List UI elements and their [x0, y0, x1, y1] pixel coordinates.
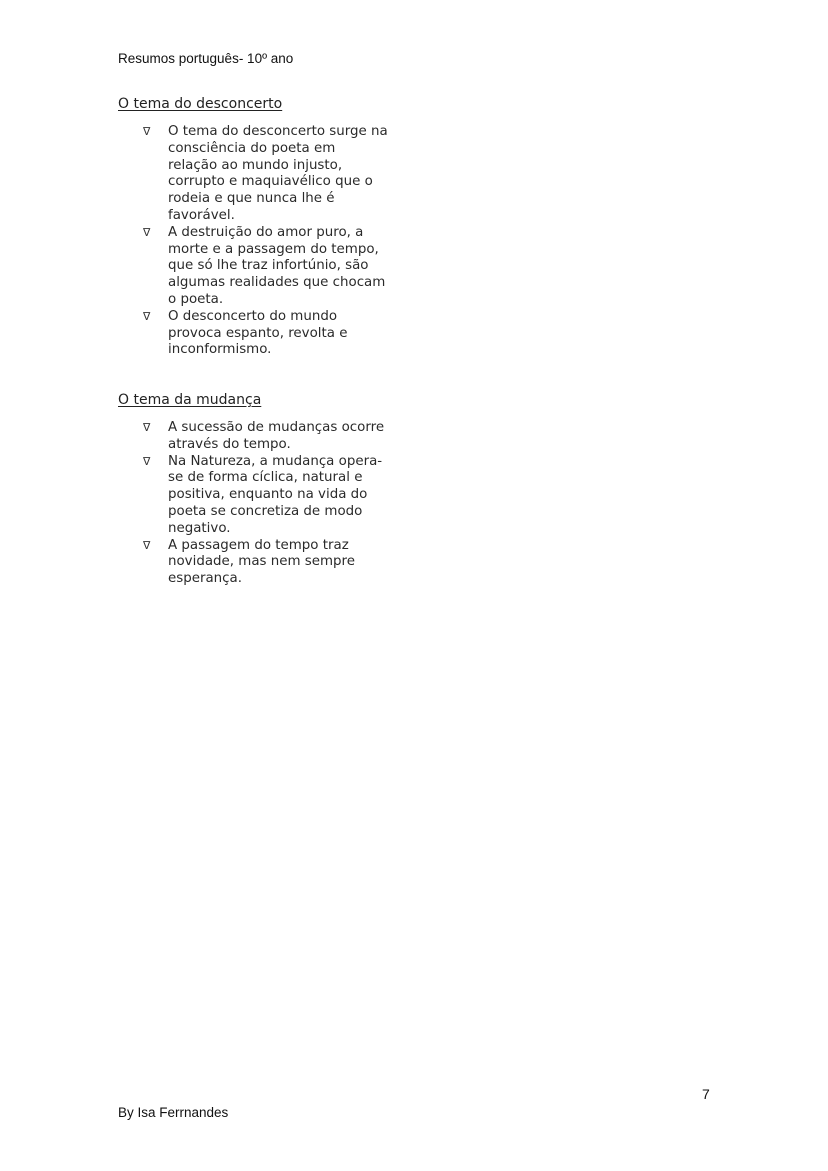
list-item-text: A destruição do amor puro, a morte e a passagem do tempo, que só lhe traz infortúnio, são algumas realidades que chocam o poeta. [168, 224, 386, 307]
bullet-list [118, 124, 388, 359]
list-item-text: O tema do desconcerto surge na consciência do poeta em relação ao mundo injusto, corrupto e maquiavélico que o rodeia e que nunca lhe é favorável. [168, 124, 388, 223]
page-header: Resumos português- 10º ano [118, 51, 294, 66]
list-item-text: A passagem do tempo traz novidade, mas nem sempre esperança. [168, 537, 355, 587]
list-item [118, 225, 388, 309]
triangle-bullet-icon: ∇ [143, 421, 151, 434]
section-tema-desconcerto [118, 96, 388, 359]
section-title: O tema do desconcerto [118, 96, 283, 112]
page-footer: By Isa Ferrnandes [118, 1105, 229, 1120]
list-item-text: Na Natureza, a mudança opera-se de forma cíclica, natural e positiva, enquanto na vida do poeta se concretiza de modo negativo. [168, 453, 383, 536]
list-item [118, 454, 388, 538]
section-tema-mudanca [118, 392, 388, 588]
list-item [118, 538, 388, 588]
list-item [118, 420, 388, 454]
list-item [118, 124, 388, 225]
list-item-text: O desconcerto do mundo provoca espanto, revolta e inconformismo. [168, 308, 348, 358]
list-item [118, 309, 388, 359]
triangle-bullet-icon: ∇ [143, 454, 151, 468]
page-number: 7 [702, 1086, 710, 1102]
list-item-text: A sucessão de mudanças ocorre através do tempo. [168, 420, 385, 452]
bullet-list [118, 420, 388, 588]
triangle-bullet-icon: ∇ [143, 125, 151, 138]
triangle-bullet-icon: ∇ [143, 309, 151, 323]
triangle-bullet-icon: ∇ [143, 538, 151, 552]
section-title: O tema da mudança [118, 392, 262, 408]
triangle-bullet-icon: ∇ [143, 225, 151, 239]
